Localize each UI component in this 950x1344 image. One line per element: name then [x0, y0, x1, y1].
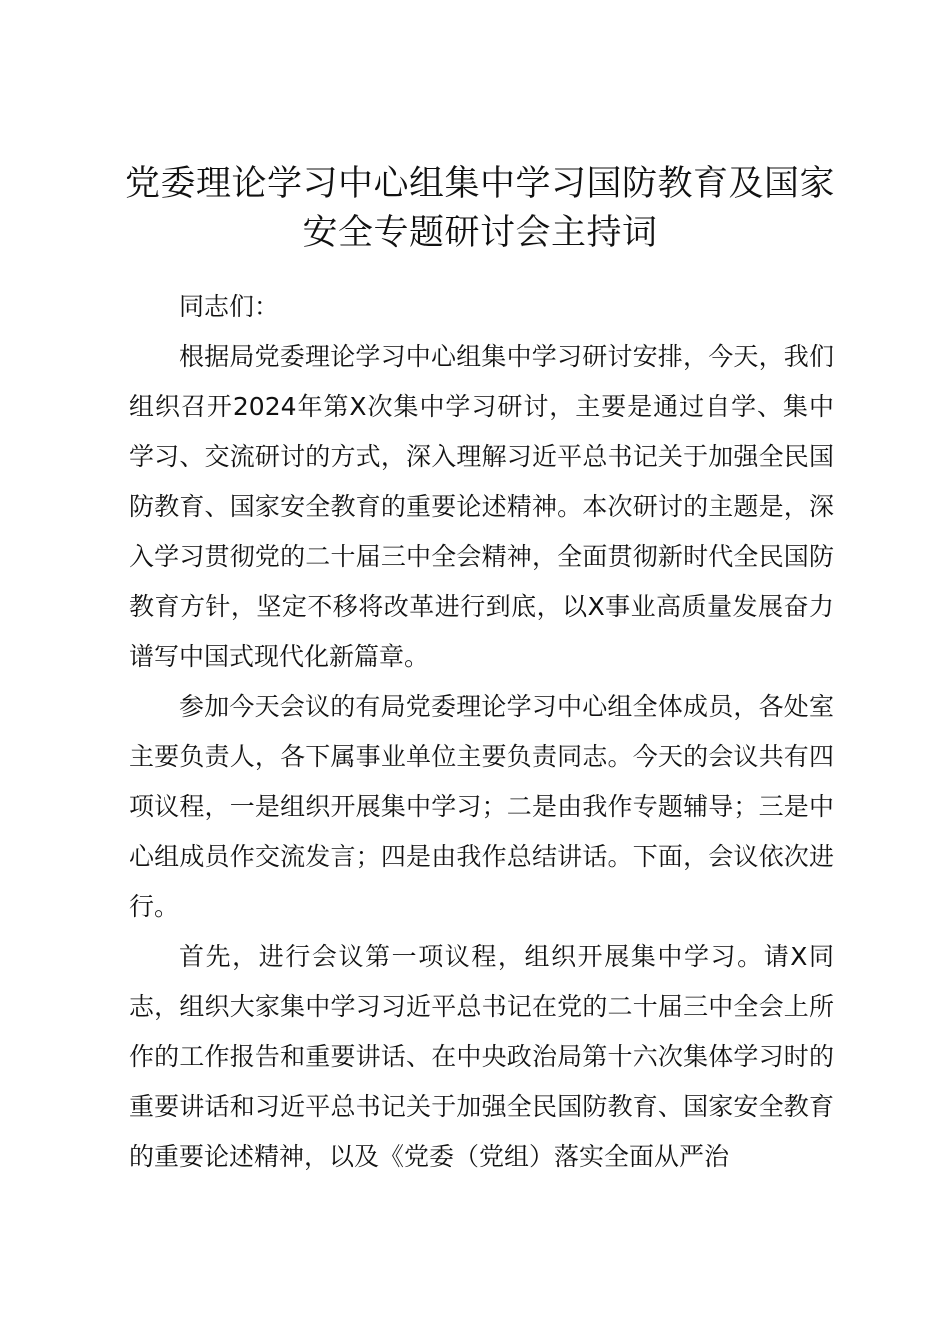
document-body: [129, 282, 834, 1182]
document-title-line-2: 安全专题研讨会主持词: [302, 213, 658, 253]
paragraph: 参加今天会议的有局党委理论学习中心组全体成员，各处室主要负责人，各下属事业单位主要负责同志。今天的会议共有四项议程，一是组织开展集中学习；二是由我作专题辅导；三是中心组成员作交流发言；四是由我作总结讲话。下面，会议依次进行。: [129, 692, 834, 921]
paragraph: 首先，进行会议第一项议程，组织开展集中学习。请X同志，组织大家集中学习习近平总书记在党的二十届三中全会上所作的工作报告和重要讲话、在中央政治局第十六次集体学习时的重要讲话和习近平总书记关于加强全民国防教育、国家安全教育的重要论述精神，以及《党委（党组）落实全面从严治: [129, 942, 834, 1171]
paragraph: 根据局党委理论学习中心组集中学习研讨安排，今天，我们组织召开2024年第X次集中学习研讨，主要是通过自学、集中学习、交流研讨的方式，深入理解习近平总书记关于加强全民国防教育、国家安全教育的重要论述精神。本次研讨的主题是，深入学习贯彻党的二十届三中全会精神，全面贯彻新时代全民国防教育方针，坚定不移将改革进行到底，以X事业高质量发展奋力谱写中国式现代化新篇章。: [129, 342, 834, 671]
document-title-line-1: 党委理论学习中心组集中学习国防教育及国家: [124, 164, 835, 204]
salutation: 同志们：: [179, 292, 280, 321]
document-title: [110, 160, 850, 258]
